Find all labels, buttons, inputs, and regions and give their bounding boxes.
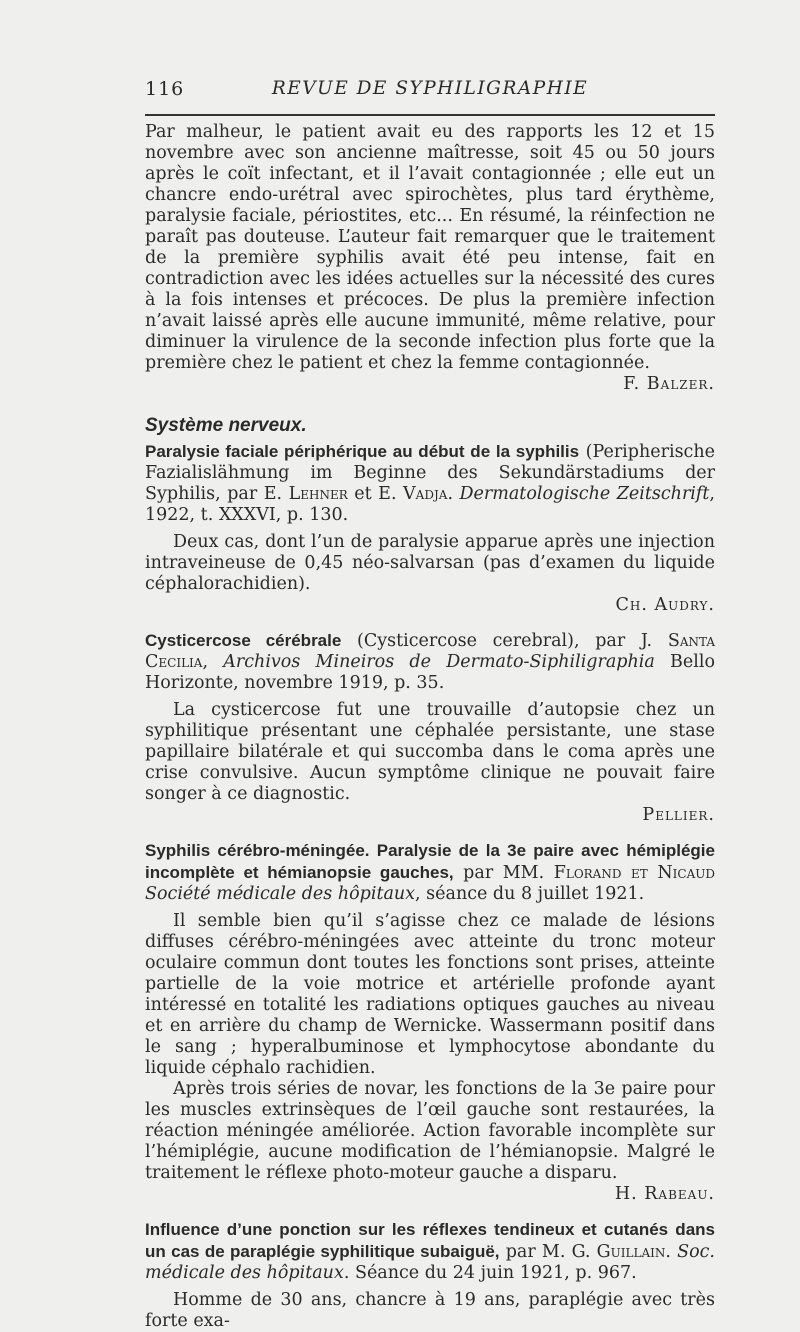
author-name: Lehner <box>288 484 348 504</box>
author-name: Guillain <box>596 1242 666 1262</box>
abstract-text: Homme de 30 ans, chancre à 19 ans, paraplégie avec très forte exa- <box>145 1290 715 1331</box>
author-name: Vadja <box>403 484 448 504</box>
abstract-syphilis-cerebro-meningee <box>145 840 715 1205</box>
abstract-reference: Cysticercose cérébrale (Cysticercose cerebral), par J. Santa Cecilia, Archivos Mineiros de Dermato-Siphiligraphia Bello Horizonte, novembre 1919, p. 35. <box>145 631 715 693</box>
abstract-text: Deux cas, dont l’un de paralysie apparue après une injection intraveineuse de 0,45 néo-salvarsan (pas d’examen du liquide céphalorachidien). <box>145 532 715 594</box>
author-name: Florand et Nicaud <box>553 863 715 883</box>
abstract-text: Il semble bien qu’il s’agisse chez ce malade de lésions diffuses cérébro-méningées avec atteinte du tronc moteur oculaire commun dont toutes les fonctions sont prises, atteinte partielle de la voie motrice et artérielle profonde ayant intéressé en totalité les radiations optiques gauches au niveau et en arrière du champ de Wernicke. Wassermann positif dans le sang ; hyperalbuminose et lymphocytose abondante du liquide céphalo rachidien. <box>145 911 715 1078</box>
signature-balzer: F. Balzer. <box>623 374 715 394</box>
article-title: Influence d’une ponction sur les réflexes tendineux et cutanés dans un cas de paraplégie syphilitique subaiguë, <box>145 1220 715 1261</box>
running-header <box>145 78 715 106</box>
article-title: Syphilis cérébro-méningée. Paralysie de la 3e paire avec hémiplégie incomplète et hémianopsie gauches, <box>145 841 715 882</box>
article-title: Paralysie faciale périphérique au début de la syphilis <box>145 442 580 461</box>
journal-name: Soc. médicale des hôpitaux <box>145 1242 715 1283</box>
journal-name: Société médicale des hôpitaux <box>145 884 416 904</box>
abstract-reference: Paralysie faciale périphérique au début de la syphilis (Peripherische Fazialislähmung im Beginne des Sekundärstadiums der Syphilis, par E. Lehner et E. Vadja. Dermatologische Zeitschrift, 1922, t. XXXVI, p. 130. <box>145 442 715 525</box>
signature-pellier: Pellier. <box>642 805 715 825</box>
continued-paragraph: Par malheur, le patient avait eu des rapports les 12 et 15 novembre avec son ancienne maîtresse, soit 45 ou 50 jours après le coït infectant, et il l’avait contagionnée ; elle eut un chancre endo-urétral avec spirochètes, plus tard érythème, paralysie faciale, périostites, etc... En résumé, la réinfection ne paraît pas douteuse. L’auteur fait remarquer que le traitement de la première syphilis avait été peu intense, fait en contradiction avec les idées actuelles sur la nécessité des cures à la fois intenses et précoces. De plus la première infection n’avait laissé après elle aucune immunité, même relative, pour diminuer la virulence de la seconde infection plus forte que la première chez le patient et chez la femme contagionnée. <box>145 122 715 373</box>
abstract-text: La cysticercose fut une trouvaille d’autopsie chez un syphilitique présentant une céphalée persistante, une stase papillaire bilatérale et qui succomba dans le coma après une crise convulsive. Aucun symptôme clinique ne pouvait faire songer à ce diagnostic. <box>145 700 715 804</box>
signature-rabeau: H. Rabeau. <box>614 1184 715 1204</box>
header-rule <box>145 114 715 116</box>
article-title: Cysticercose cérébrale <box>145 631 342 650</box>
abstract-reference: Syphilis cérébro-méningée. Paralysie de la 3e paire avec hémiplégie incomplète et hémianopsie gauches, par MM. Florand et Nicaud Société médicale des hôpitaux, séance du 8 juillet 1921. <box>145 841 715 904</box>
signature-audry: Ch. Audry. <box>615 595 715 615</box>
abstract-reference: Influence d’une ponction sur les réflexes tendineux et cutanés dans un cas de paraplégie syphilitique subaiguë, par M. G. Guillain. Soc. médicale des hôpitaux. Séance du 24 juin 1921, p. 967. <box>145 1220 715 1283</box>
abstract-ponction-reflexes <box>145 1219 715 1332</box>
author-name: Santa Cecilia <box>145 631 715 672</box>
section-heading: Système nerveux. <box>145 415 307 436</box>
abstract-paralysie-faciale <box>145 441 715 616</box>
journal-name: Dermatologische Zeitschrift <box>459 484 710 504</box>
running-title: REVUE DE SYPHILIGRAPHIE <box>271 78 589 99</box>
page-body <box>145 122 715 1332</box>
abstract-text: Après trois séries de novar, les fonctions de la 3e paire pour les muscles extrinsèques de l’œil gauche sont restaurées, la réaction méningée améliorée. Action favorable incomplète sur l’hémiplégie, aucune modification de l’hémianopsie. Malgré le traitement le réflexe photo-moteur gauche a disparu. <box>145 1079 715 1183</box>
journal-name: Archivos Mineiros de Dermato-Siphiligraphia <box>223 652 655 672</box>
abstract-cysticercose <box>145 630 715 826</box>
page-number: 116 <box>145 78 185 100</box>
